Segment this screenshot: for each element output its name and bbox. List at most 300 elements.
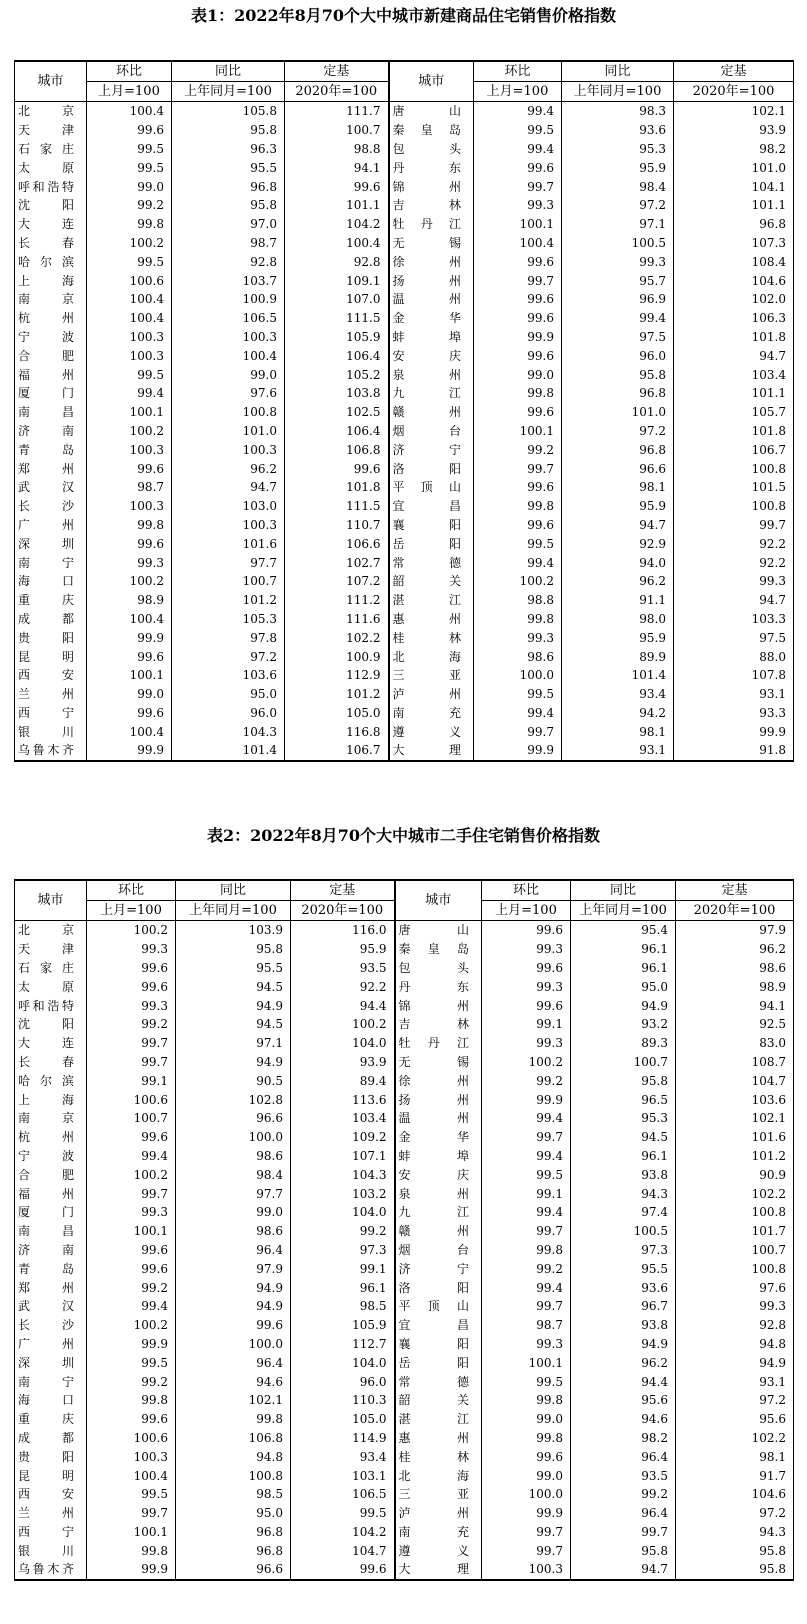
city-name: 三亚 <box>395 1485 482 1504</box>
yoy-value: 93.6 <box>571 1278 676 1297</box>
mom-value: 99.6 <box>482 1447 571 1466</box>
base-value: 99.6 <box>285 177 389 196</box>
mom-value: 99.4 <box>482 1278 571 1297</box>
base-value: 104.0 <box>291 1203 395 1222</box>
city-name: 赣州 <box>395 1222 482 1241</box>
base-value: 108.4 <box>674 252 794 271</box>
yoy-value: 96.2 <box>562 572 674 591</box>
table-row <box>15 158 794 177</box>
city-name: 秦皇岛 <box>395 940 482 959</box>
yoy-value: 93.2 <box>571 1015 676 1034</box>
city-name: 安庆 <box>389 346 474 365</box>
base-value: 100.7 <box>285 121 389 140</box>
yoy-value: 96.6 <box>176 1560 291 1580</box>
city-name: 长春 <box>15 234 87 253</box>
yoy-value: 100.4 <box>172 346 285 365</box>
yoy-value: 96.1 <box>571 940 676 959</box>
city-name: 徐州 <box>389 252 474 271</box>
city-name: 郑州 <box>15 459 87 478</box>
city-name: 南宁 <box>15 553 87 572</box>
mom-value: 100.4 <box>87 309 172 328</box>
base-value: 94.3 <box>676 1523 794 1542</box>
city-name: 北海 <box>389 647 474 666</box>
mom-value: 100.2 <box>87 1316 176 1335</box>
base-value: 103.4 <box>291 1109 395 1128</box>
mom-value: 99.6 <box>87 1241 176 1260</box>
city-name: 重庆 <box>15 1410 87 1429</box>
yoy-value: 89.9 <box>562 647 674 666</box>
mom-value: 99.6 <box>474 346 562 365</box>
yoy-value: 97.2 <box>562 422 674 441</box>
mom-value: 99.7 <box>482 1523 571 1542</box>
city-name: 洛阳 <box>395 1278 482 1297</box>
base-value: 101.8 <box>674 422 794 441</box>
mom-value: 100.4 <box>87 610 172 629</box>
table-row <box>15 177 794 196</box>
yoy-value: 96.0 <box>172 704 285 723</box>
city-name: 桂林 <box>389 628 474 647</box>
yoy-value: 95.5 <box>172 158 285 177</box>
city-name: 平顶山 <box>395 1297 482 1316</box>
base-value: 102.5 <box>285 403 389 422</box>
city-name: 无锡 <box>395 1053 482 1072</box>
base-value: 101.7 <box>676 1222 794 1241</box>
mom-value: 99.3 <box>482 940 571 959</box>
table-row <box>15 1147 794 1166</box>
yoy-value: 100.5 <box>562 234 674 253</box>
city-name: 扬州 <box>389 271 474 290</box>
mom-value: 100.2 <box>87 422 172 441</box>
table-row <box>15 422 794 441</box>
city-name: 贵阳 <box>15 628 87 647</box>
city-name: 厦门 <box>15 384 87 403</box>
mom-value: 99.7 <box>482 1128 571 1147</box>
mom-value: 99.5 <box>482 1372 571 1391</box>
city-name: 北京 <box>15 921 87 940</box>
mom-value: 99.5 <box>87 158 172 177</box>
city-name: 温州 <box>389 290 474 309</box>
city-name: 呼和浩特 <box>15 177 87 196</box>
yoy-value: 98.6 <box>176 1222 291 1241</box>
table-row <box>15 1523 794 1542</box>
base-header: 定基 <box>285 61 389 82</box>
yoy-value: 94.6 <box>571 1410 676 1429</box>
city-name: 福州 <box>15 365 87 384</box>
city-name: 桂林 <box>395 1447 482 1466</box>
base-value: 92.8 <box>285 252 389 271</box>
base-value: 114.9 <box>291 1429 395 1448</box>
base-header: 定基 <box>291 880 395 901</box>
yoy-value: 100.3 <box>172 516 285 535</box>
yoy-value: 96.6 <box>562 459 674 478</box>
city-name: 天津 <box>15 121 87 140</box>
city-name: 沈阳 <box>15 1015 87 1034</box>
yoy-value: 97.8 <box>172 628 285 647</box>
mom-value: 99.2 <box>482 1071 571 1090</box>
yoy-value: 93.6 <box>562 121 674 140</box>
city-name: 沈阳 <box>15 196 87 215</box>
city-name: 济宁 <box>395 1259 482 1278</box>
city-name: 惠州 <box>395 1429 482 1448</box>
city-name: 岳阳 <box>395 1353 482 1372</box>
mom-value: 100.4 <box>474 234 562 253</box>
table-row <box>15 1297 794 1316</box>
mom-value: 100.3 <box>87 440 172 459</box>
mom-value: 99.0 <box>482 1410 571 1429</box>
yoy-value: 93.8 <box>571 1165 676 1184</box>
mom-value: 99.9 <box>474 741 562 761</box>
table-row <box>15 1278 794 1297</box>
table-row <box>15 666 794 685</box>
city-name: 九江 <box>389 384 474 403</box>
yoy-value: 103.7 <box>172 271 285 290</box>
mom-value: 99.7 <box>474 722 562 741</box>
city-name: 韶关 <box>389 572 474 591</box>
mom-value: 99.7 <box>482 1222 571 1241</box>
table-row <box>15 1090 794 1109</box>
mom-value: 100.1 <box>474 422 562 441</box>
mom-value: 99.6 <box>474 290 562 309</box>
mom-value: 98.7 <box>87 478 172 497</box>
base-value: 90.9 <box>676 1165 794 1184</box>
yoy-value: 97.4 <box>571 1203 676 1222</box>
mom-value: 99.9 <box>482 1504 571 1523</box>
yoy-value: 95.6 <box>571 1391 676 1410</box>
mom-value: 99.8 <box>474 610 562 629</box>
city-name: 温州 <box>395 1109 482 1128</box>
mom-value: 99.3 <box>87 996 176 1015</box>
mom-value: 99.9 <box>87 741 172 761</box>
yoy-value: 96.8 <box>562 384 674 403</box>
base-value: 102.7 <box>285 553 389 572</box>
base-value: 94.4 <box>291 996 395 1015</box>
city-header: 城市 <box>15 61 87 102</box>
mom-value: 99.9 <box>87 628 172 647</box>
base-value: 99.9 <box>674 722 794 741</box>
yoy-value: 98.6 <box>176 1147 291 1166</box>
base-value: 99.2 <box>291 1222 395 1241</box>
table-row <box>15 1071 794 1090</box>
base-value: 99.1 <box>291 1259 395 1278</box>
yoy-value: 101.4 <box>172 741 285 761</box>
mom-value: 99.7 <box>482 1297 571 1316</box>
table-body <box>15 102 794 761</box>
mom-value: 99.6 <box>474 309 562 328</box>
yoy-value: 96.1 <box>571 1147 676 1166</box>
table-row <box>15 1259 794 1278</box>
city-name: 太原 <box>15 158 87 177</box>
yoy-value: 97.6 <box>172 384 285 403</box>
yoy-value: 100.3 <box>172 440 285 459</box>
city-name: 湛江 <box>395 1410 482 1429</box>
table-row <box>15 610 794 629</box>
city-name: 杭州 <box>15 1128 87 1147</box>
mom-subheader: 上月=100 <box>87 901 176 921</box>
mom-value: 100.2 <box>482 1053 571 1072</box>
yoy-value: 94.5 <box>176 1015 291 1034</box>
city-name: 常德 <box>395 1372 482 1391</box>
city-name: 昆明 <box>15 1466 87 1485</box>
base-value: 89.4 <box>291 1071 395 1090</box>
mom-value: 99.0 <box>474 365 562 384</box>
base-value: 93.1 <box>674 685 794 704</box>
city-name: 丹东 <box>389 158 474 177</box>
yoy-value: 95.8 <box>172 121 285 140</box>
mom-value: 99.6 <box>87 977 176 996</box>
base-value: 107.3 <box>674 234 794 253</box>
mom-value: 99.0 <box>87 177 172 196</box>
city-name: 长春 <box>15 1053 87 1072</box>
mom-header: 环比 <box>87 880 176 901</box>
city-name: 乌鲁木齐 <box>15 1560 87 1580</box>
mom-header: 环比 <box>87 61 172 82</box>
mom-value: 98.8 <box>474 591 562 610</box>
mom-value: 99.6 <box>482 921 571 940</box>
mom-value: 99.9 <box>474 328 562 347</box>
base-value: 94.8 <box>676 1335 794 1354</box>
base-value: 101.2 <box>285 685 389 704</box>
base-value: 100.9 <box>285 647 389 666</box>
base-value: 98.8 <box>285 140 389 159</box>
table2-title: 表2：2022年8月70个大中城市二手住宅销售价格指数 <box>206 826 601 845</box>
mom-value: 99.5 <box>87 1353 176 1372</box>
base-value: 93.3 <box>674 704 794 723</box>
base-value: 107.8 <box>674 666 794 685</box>
base-header: 定基 <box>676 880 794 901</box>
base-value: 105.0 <box>285 704 389 723</box>
city-name: 泉州 <box>389 365 474 384</box>
table-row <box>15 403 794 422</box>
mom-value: 99.4 <box>474 553 562 572</box>
city-name: 南京 <box>15 290 87 309</box>
base-value: 98.1 <box>676 1447 794 1466</box>
mom-value: 99.5 <box>474 534 562 553</box>
base-value: 100.8 <box>676 1203 794 1222</box>
mom-value: 99.7 <box>482 1541 571 1560</box>
base-subheader: 2020年=100 <box>674 82 794 102</box>
mom-value: 99.6 <box>482 959 571 978</box>
mom-value: 99.8 <box>482 1241 571 1260</box>
table-row <box>15 1560 794 1580</box>
base-value: 97.3 <box>291 1241 395 1260</box>
mom-value: 99.4 <box>474 102 562 121</box>
city-name: 南京 <box>15 1109 87 1128</box>
yoy-value: 95.8 <box>571 1541 676 1560</box>
mom-value: 99.1 <box>482 1015 571 1034</box>
base-value: 98.6 <box>676 959 794 978</box>
yoy-value: 97.7 <box>176 1184 291 1203</box>
base-value: 104.0 <box>291 1034 395 1053</box>
yoy-value: 100.9 <box>172 290 285 309</box>
yoy-value: 95.0 <box>571 977 676 996</box>
table-row <box>15 346 794 365</box>
base-value: 102.1 <box>674 102 794 121</box>
yoy-value: 95.5 <box>176 959 291 978</box>
base-value: 92.2 <box>674 553 794 572</box>
yoy-value: 99.6 <box>176 1316 291 1335</box>
yoy-value: 100.0 <box>176 1335 291 1354</box>
city-name: 南充 <box>395 1523 482 1542</box>
table-row <box>15 1541 794 1560</box>
yoy-value: 94.9 <box>571 996 676 1015</box>
base-value: 102.2 <box>676 1184 794 1203</box>
mom-value: 100.6 <box>87 1090 176 1109</box>
city-name: 重庆 <box>15 591 87 610</box>
base-value: 102.2 <box>285 628 389 647</box>
yoy-value: 94.3 <box>571 1184 676 1203</box>
base-value: 99.3 <box>674 572 794 591</box>
yoy-value: 99.8 <box>176 1410 291 1429</box>
mom-value: 99.6 <box>87 1128 176 1147</box>
city-name: 洛阳 <box>389 459 474 478</box>
yoy-value: 98.4 <box>562 177 674 196</box>
yoy-value: 100.8 <box>176 1466 291 1485</box>
yoy-value: 100.0 <box>176 1128 291 1147</box>
city-header: 城市 <box>15 880 87 921</box>
mom-value: 100.1 <box>87 666 172 685</box>
city-name: 锦州 <box>389 177 474 196</box>
city-name: 哈尔滨 <box>15 252 87 271</box>
base-value: 101.6 <box>676 1128 794 1147</box>
mom-value: 99.8 <box>482 1429 571 1448</box>
city-name: 天津 <box>15 940 87 959</box>
city-name: 合肥 <box>15 1165 87 1184</box>
mom-value: 99.6 <box>87 121 172 140</box>
table-row <box>15 271 794 290</box>
table-row <box>15 704 794 723</box>
mom-value: 100.4 <box>87 722 172 741</box>
mom-value: 99.2 <box>482 1259 571 1278</box>
table-body <box>15 921 794 1580</box>
base-value: 102.0 <box>674 290 794 309</box>
base-value: 97.2 <box>676 1391 794 1410</box>
mom-value: 99.7 <box>474 271 562 290</box>
yoy-header: 同比 <box>562 61 674 82</box>
yoy-value: 96.7 <box>571 1297 676 1316</box>
yoy-subheader: 上年同月=100 <box>571 901 676 921</box>
yoy-value: 98.2 <box>571 1429 676 1448</box>
city-name: 厦门 <box>15 1203 87 1222</box>
base-value: 97.2 <box>676 1504 794 1523</box>
yoy-value: 95.9 <box>562 497 674 516</box>
base-value: 102.1 <box>676 1109 794 1128</box>
yoy-value: 97.1 <box>562 215 674 234</box>
mom-value: 100.0 <box>482 1485 571 1504</box>
city-name: 南宁 <box>15 1372 87 1391</box>
table-row <box>15 252 794 271</box>
city-name: 惠州 <box>389 610 474 629</box>
city-name: 唐山 <box>389 102 474 121</box>
table-row <box>15 722 794 741</box>
mom-value: 100.6 <box>87 271 172 290</box>
city-name: 遵义 <box>395 1541 482 1560</box>
table-row <box>15 1485 794 1504</box>
yoy-value: 93.5 <box>571 1466 676 1485</box>
mom-value: 99.1 <box>482 1184 571 1203</box>
yoy-value: 96.4 <box>571 1447 676 1466</box>
base-value: 106.8 <box>285 440 389 459</box>
table-row <box>15 1053 794 1072</box>
base-value: 101.1 <box>674 196 794 215</box>
table-row <box>15 1410 794 1429</box>
mom-value: 99.5 <box>482 1165 571 1184</box>
mom-value: 99.6 <box>474 252 562 271</box>
mom-value: 99.9 <box>87 1335 176 1354</box>
city-name: 扬州 <box>395 1090 482 1109</box>
base-value: 95.8 <box>676 1560 794 1580</box>
mom-value: 100.6 <box>87 1429 176 1448</box>
city-name: 湛江 <box>389 591 474 610</box>
yoy-value: 103.0 <box>172 497 285 516</box>
base-value: 93.4 <box>291 1447 395 1466</box>
base-value: 109.1 <box>285 271 389 290</box>
yoy-subheader: 上年同月=100 <box>176 901 291 921</box>
yoy-value: 99.3 <box>562 252 674 271</box>
yoy-value: 98.3 <box>562 102 674 121</box>
mom-value: 99.8 <box>474 384 562 403</box>
city-name: 包头 <box>389 140 474 159</box>
yoy-value: 94.7 <box>571 1560 676 1580</box>
base-value: 100.2 <box>291 1015 395 1034</box>
yoy-value: 97.9 <box>176 1259 291 1278</box>
base-value: 112.7 <box>291 1335 395 1354</box>
mom-value: 99.4 <box>87 384 172 403</box>
yoy-value: 101.0 <box>172 422 285 441</box>
mom-value: 99.7 <box>474 177 562 196</box>
base-value: 116.0 <box>291 921 395 940</box>
base-value: 103.2 <box>291 1184 395 1203</box>
base-value: 101.8 <box>674 328 794 347</box>
base-value: 97.6 <box>676 1278 794 1297</box>
mom-subheader: 上月=100 <box>482 901 571 921</box>
city-name: 泉州 <box>395 1184 482 1203</box>
mom-value: 99.2 <box>87 196 172 215</box>
base-value: 99.6 <box>285 459 389 478</box>
mom-value: 99.1 <box>87 1071 176 1090</box>
base-value: 111.5 <box>285 497 389 516</box>
base-value: 95.9 <box>291 940 395 959</box>
yoy-value: 100.7 <box>571 1053 676 1072</box>
base-value: 100.8 <box>674 459 794 478</box>
mom-value: 99.4 <box>474 140 562 159</box>
city-name: 烟台 <box>395 1241 482 1260</box>
base-value: 112.9 <box>285 666 389 685</box>
table-row <box>15 478 794 497</box>
city-name: 吉林 <box>389 196 474 215</box>
mom-value: 99.2 <box>87 1015 176 1034</box>
table-row <box>15 384 794 403</box>
base-value: 102.2 <box>676 1429 794 1448</box>
yoy-value: 96.8 <box>176 1523 291 1542</box>
city-name: 青岛 <box>15 440 87 459</box>
city-name: 遵义 <box>389 722 474 741</box>
mom-value: 99.3 <box>482 1335 571 1354</box>
base-value: 98.9 <box>676 977 794 996</box>
mom-value: 98.7 <box>482 1316 571 1335</box>
table-row <box>15 1429 794 1448</box>
yoy-value: 106.5 <box>172 309 285 328</box>
base-value: 94.7 <box>674 346 794 365</box>
yoy-value: 97.2 <box>172 647 285 666</box>
base-value: 105.9 <box>291 1316 395 1335</box>
yoy-value: 96.0 <box>562 346 674 365</box>
base-value: 100.4 <box>285 234 389 253</box>
base-value: 93.5 <box>291 959 395 978</box>
mom-value: 99.3 <box>482 1034 571 1053</box>
city-name: 宜昌 <box>395 1316 482 1335</box>
base-value: 107.1 <box>291 1147 395 1166</box>
yoy-value: 105.3 <box>172 610 285 629</box>
